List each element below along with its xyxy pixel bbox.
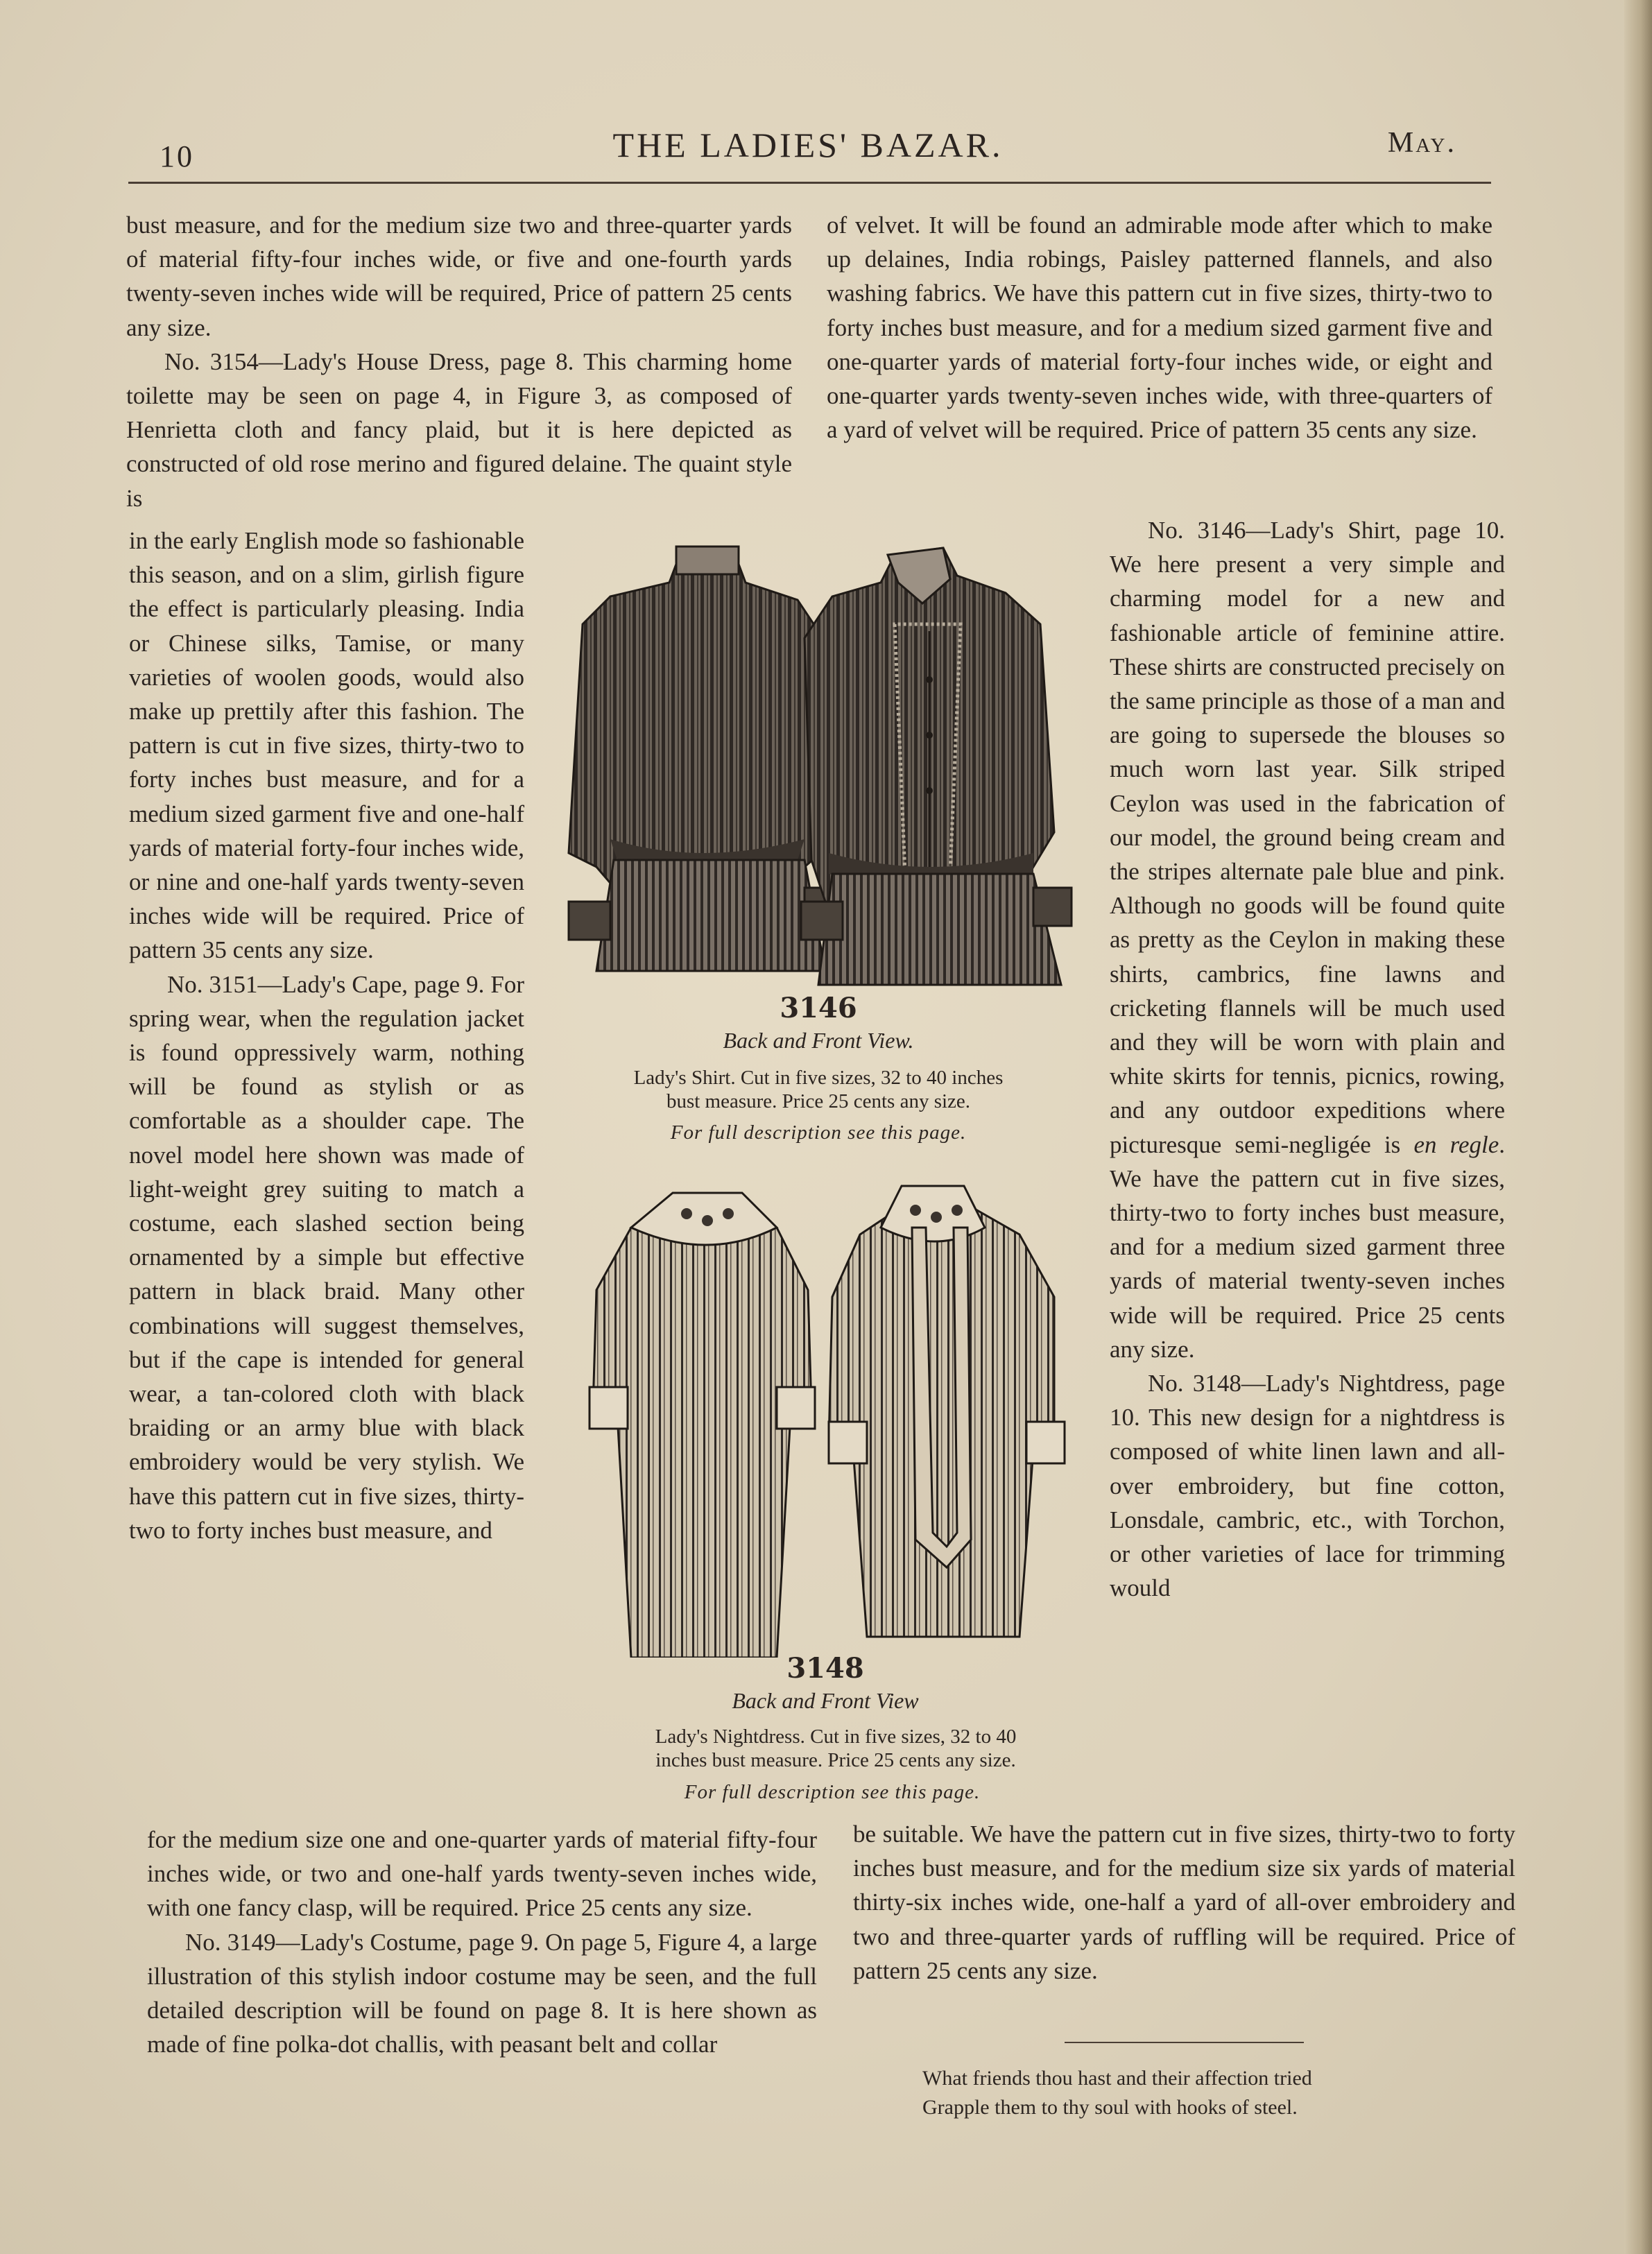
paragraph: for the medium size one and one-quarter yards of material fifty-four inches wide, or two and one-half yards twenty-seven inches wide, with one fancy clasp, will be required. Price 25 cents any size. [147,1826,817,1922]
figure-3148-note: For full description see this page. [684,1781,981,1803]
paragraph: No. 3149—Lady's Costume, page 9. On page 5, Figure 4, a large illustration of this stylish indoor costume may be seen, and the full detailed description will be found on page 8. It is here shown as made of fine polka-dot challis, with peasant belt and collar [147,1928,817,2058]
paragraph: of velvet. It will be found an admirable mode after which to make up delaines, India robings, Paisley patterned flannels, and also washing fabrics. We have this pattern cut in five sizes, thirty-two to forty inches bust measure, and for a medium sized garment five and one-quarter yards of material forty-four inches wide, or eight and one-quarter yards twenty-seven inches wide, with three-quarters of a yard of velvet will be required. Price of pattern 35 cents any size. [827,212,1492,444]
paragraph: No. 3148—Lady's Nightdress, page 10. This new design for a nightdress is composed of white linen lawn and all-over embroidery, but fine cotton, Lonsdale, cambric, etc., with Torchon, or other varieties of lace for trimming would [1110,1370,1505,1602]
issue-month: May. [1387,127,1456,159]
figure-3148-caption: Lady's Nightdress. Cut in five sizes, 32 to 40 inches bust measure. Price 25 cents any size. [655,1726,1017,1771]
section-divider [1065,2042,1304,2043]
left-column-bottom [147,1823,817,2061]
paragraph: in the early English mode so fashionable this season, and on a slim, girlish figure the effect is particularly pleasing. India or Chinese silks, Tamise, or many varieties of woolen goods, would also make up prettily after this fashion. The pattern is cut in five sizes, thirty-two to forty inches bust measure, and for a medium sized garment five and one-half yards of material forty-four inches wide, or nine and one-half yards twenty-seven inches wide will be required. Price of pattern 35 cents any size. [129,527,524,964]
header-rule [128,182,1491,184]
paragraph: be suitable. We have the pattern cut in five sizes, thirty-two to forty inches bust measure, and for the medium size six yards of material thirty-six inches wide, one-half a yard of all-over embroidery and two and three-quarter yards of ruffling will be required. Price of pattern 25 cents any size. [853,1821,1515,1984]
left-column-top [126,208,792,515]
paragraph: No. 3146—Lady's Shirt, page 10. We here present a very simple and charming model for a new and fashionable article of feminine attire. These shirts are constructed precisely on the same principle as those of a man and are going to supersede the blouses so much worn last year. Silk striped Ceylon was used in the fabrication of our model, the ground being cream and the stripes alternate pale blue and pink. Although no goods will be found quite as pretty as the Ceylon in making these shirts, cambrics, fine lawns and cricketing flannels will be much used and they will be worn with plain and white skirts for tennis, picnics, rowing, and any outdoor expeditions where picturesque semi-negligée is en regle. We have the pattern cut in five sizes, thirty-two to forty inches bust measure, and for a medium sized garment three yards of material twenty-seven inches wide will be required. Price 25 cents any size. [1110,517,1506,1363]
running-title: THE LADIES' BAZAR. [612,126,1004,164]
figure-3146-note: For full description see this page. [670,1121,967,1144]
left-column-narrow [129,524,524,1547]
shirt-front-view [801,548,1072,985]
paragraph: No. 3154—Lady's House Dress, page 8. This charming home toilette may be seen on page 4, in Figure 3, as composed of Henrietta cloth and fancy plaid, but it is here depicted as constructed of old rose merino and figured delaine. The quaint style is [126,347,792,512]
closing-quote: What friends thou hast and their affection tried Grapple them to thy soul with hooks of steel. [922,2067,1312,2119]
figure-3148-number: 3148 [786,1652,864,1685]
paragraph: bust measure, and for the medium size two and three-quarter yards of material fifty-four inches wide, or five and one-fourth yards twenty-seven inches wide will be required, Price of pattern 25 cents any size. [126,212,792,341]
paragraph: No. 3151—Lady's Cape, page 9. For spring wear, when the regulation jacket is found oppressively warm, nothing will be found as stylish or as comfortable as a shoulder cape. The novel model here shown was made of light-weight grey suiting to match a costume, each slashed section being ornamented by a simple but effective pattern in black braid. Many other combinations will suggest themselves, but if the cape is intended for general wear, a tan-colored cloth with black braiding or an army blue with black embroidery would be very stylish. We have this pattern cut in five sizes, thirty-two to forty inches bust measure, and [129,970,524,1544]
right-column-top [827,208,1492,447]
right-column-narrow [1110,513,1505,1606]
nightdress-front-view [829,1186,1065,1637]
page-spine-edge [1624,0,1652,2254]
figure-3146-view-label: Back and Front View. [723,1028,914,1053]
figure-3146-caption: Lady's Shirt. Cut in five sizes, 32 to 40 inches bust measure. Price 25 cents any size. [633,1067,1004,1112]
page-header [125,118,1491,173]
figure-3148-view-label: Back and Front View [732,1688,919,1713]
nightdress-back-view [590,1193,815,1658]
figure-3146-illustration [555,541,1082,992]
page-number: 10 [160,139,194,173]
figure-3148-illustration [569,1179,1096,1658]
figure-3146-number: 3146 [780,992,857,1024]
right-column-bottom [853,1817,1515,1988]
